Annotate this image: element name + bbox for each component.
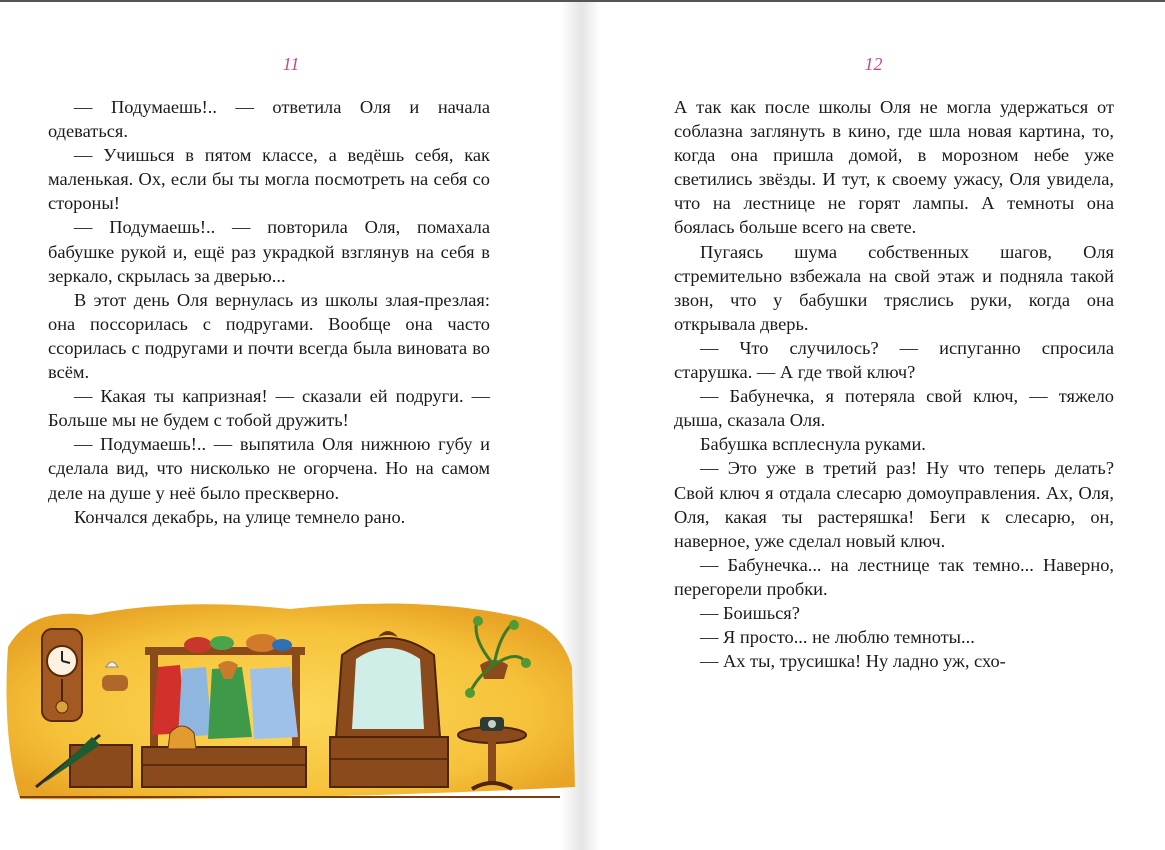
paragraph: — Это уже в третий раз! Ну что теперь делать? Свой ключ я отдала слесарю домоуправления. Ах, Оля, Оля, какая ты растеряшка! Беги к слесарю, он, наверное, уже сделал новый ключ. bbox=[674, 458, 1114, 551]
gutter-shadow-right bbox=[582, 2, 600, 850]
wall-clock bbox=[42, 629, 82, 721]
paragraph: — Подумаешь!.. — повторила Оля, помахала бабушке рукой и, ещё раз украдкой взглянув на себя в зеркало, скрылась за дверью... bbox=[48, 217, 490, 286]
paragraph: — Подумаешь!.. — ответила Оля и начала одеваться. bbox=[48, 97, 490, 142]
paragraph: Бабушка всплеснула руками. bbox=[700, 434, 926, 455]
paragraph: — Учишься в пятом классе, а ведёшь себя, как маленькая. Ох, если бы ты могла посмотреть на себя со стороны! bbox=[48, 145, 490, 214]
right-body-text bbox=[674, 95, 1114, 673]
paragraph: — Какая ты капризная! — сказали ей подруги. — Больше мы не будем с тобой дружить! bbox=[48, 386, 490, 431]
right-page bbox=[582, 2, 1165, 850]
hallway-illustration bbox=[0, 587, 582, 809]
mirror-dresser bbox=[330, 631, 448, 787]
paragraph: — Подумаешь!.. — выпятила Оля нижнюю губу и сделала вид, что нисколько не огорчена. Но на самом деле на душе у неё было прескверно. bbox=[48, 434, 490, 503]
left-body-text bbox=[48, 95, 490, 529]
page-number: 12 bbox=[864, 54, 883, 74]
paragraph: — Что случилось? — испуганно спросила старушка. — А где твой ключ? bbox=[674, 337, 1114, 383]
paragraph: — Бабунечка, я потеряла свой ключ, — тяжело дыша, сказала Оля. bbox=[674, 386, 1114, 431]
paragraph: Кончался декабрь, на улице темнело рано. bbox=[74, 506, 406, 527]
paragraph: — Боишься? bbox=[700, 602, 800, 623]
paragraph: — Ах ты, трусишка! Ну ладно уж, схо- bbox=[700, 651, 1006, 672]
paragraph: — Бабунечка... на лестнице так темно... Наверно, перегорели пробки. bbox=[674, 554, 1114, 599]
paragraph: Пугаясь шума собственных шагов, Оля стремительно взбежала на свой этаж и подняла такой звон, что у бабушки тряслись руки, когда она открывала дверь. bbox=[674, 241, 1114, 334]
paragraph: — Я просто... не люблю темноты... bbox=[700, 627, 975, 648]
paragraph: А так как после школы Оля не могла удержаться от соблазна заглянуть в кино, где шла новая картина, то, когда она пришла домой, в морозном небе уже светились звёзды. И тут, к своему ужасу, Оля увидела, что на лестнице не горят лампы. А темноты она боялась больше всего на свете. bbox=[674, 97, 1114, 238]
left-page bbox=[0, 2, 582, 850]
page-number: 11 bbox=[282, 54, 300, 74]
paragraph: В этот день Оля вернулась из школы злая-презлая: она поссорилась с подругами. Вообще она часто ссорилась с подругами и почти всегда была виновата во всём. bbox=[48, 289, 490, 383]
